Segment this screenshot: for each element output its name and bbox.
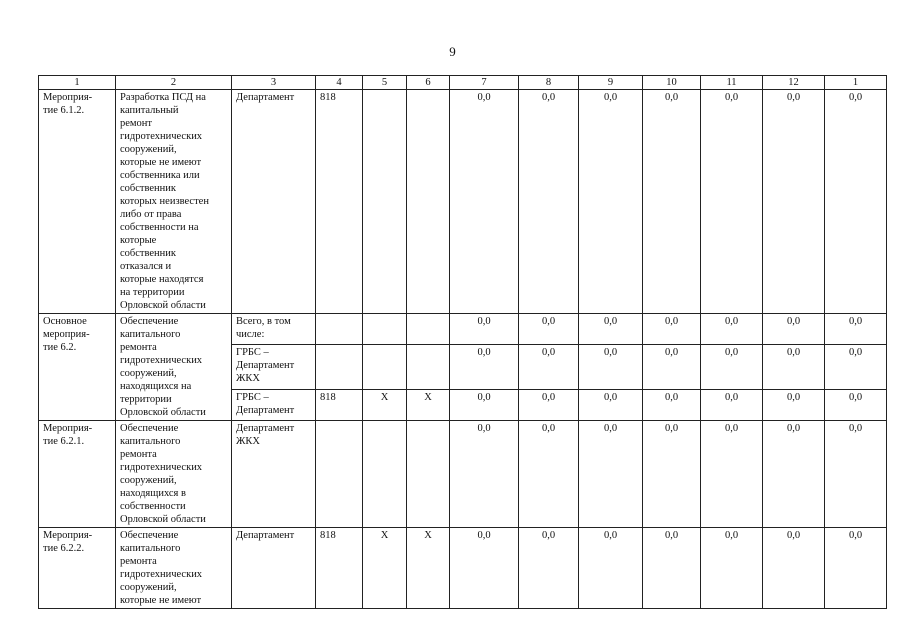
table-header-row — [39, 76, 887, 90]
value-cell: 0,0 — [825, 421, 887, 528]
page-number: 9 — [449, 44, 456, 59]
col5-cell — [363, 345, 407, 390]
measure-description: Обеспечение капитального ремонта гидротехнических сооружений, находящихся на территории Орловской области — [116, 314, 232, 421]
value-cell: 0,0 — [825, 90, 887, 314]
value-cell: 0,0 — [643, 421, 701, 528]
value-cell: 0,0 — [519, 389, 579, 420]
value-cell: 0,0 — [701, 90, 763, 314]
value-cell: 0,0 — [450, 90, 519, 314]
value-cell: 0,0 — [519, 314, 579, 345]
column-header: 1 — [39, 76, 116, 90]
value-cell: 0,0 — [701, 528, 763, 609]
measure-code: Мероприя- тие 6.1.2. — [39, 90, 116, 314]
col5-cell — [363, 314, 407, 345]
value-cell: 0,0 — [450, 314, 519, 345]
measure-description: Обеспечение капитального ремонта гидротехнических сооружений, находящихся в собственности Орловской области — [116, 421, 232, 528]
value-cell: 0,0 — [763, 421, 825, 528]
executor: Департамент — [232, 528, 316, 609]
column-header: 12 — [763, 76, 825, 90]
value-cell: 0,0 — [519, 528, 579, 609]
executor: Всего, в том числе: — [232, 314, 316, 345]
table-row — [39, 421, 887, 528]
column-header: 8 — [519, 76, 579, 90]
measure-code: Основное мероприя- тие 6.2. — [39, 314, 116, 421]
value-cell: 0,0 — [450, 345, 519, 390]
col6-cell — [407, 421, 450, 528]
executor: ГРБС – Департамент — [232, 389, 316, 420]
column-header: 6 — [407, 76, 450, 90]
measure-code: Мероприя- тие 6.2.2. — [39, 528, 116, 609]
budget-table — [38, 75, 887, 609]
value-cell: 0,0 — [763, 528, 825, 609]
value-cell: 0,0 — [701, 421, 763, 528]
column-header: 1 — [825, 76, 887, 90]
table-row — [39, 314, 887, 345]
value-cell: 0,0 — [579, 314, 643, 345]
column-header: 9 — [579, 76, 643, 90]
column-header: 10 — [643, 76, 701, 90]
value-cell: 0,0 — [701, 314, 763, 345]
value-cell: 0,0 — [519, 421, 579, 528]
value-cell: 0,0 — [450, 421, 519, 528]
value-cell: 0,0 — [825, 314, 887, 345]
executor: Департамент ЖКХ — [232, 421, 316, 528]
value-cell: 0,0 — [763, 345, 825, 390]
col5-cell: Х — [363, 389, 407, 420]
value-cell: 0,0 — [825, 345, 887, 390]
col6-cell — [407, 90, 450, 314]
value-cell: 0,0 — [763, 314, 825, 345]
measure-code: Мероприя- тие 6.2.1. — [39, 421, 116, 528]
column-header: 2 — [116, 76, 232, 90]
value-cell: 0,0 — [519, 345, 579, 390]
column-header: 5 — [363, 76, 407, 90]
grbs-code: 818 — [316, 528, 363, 609]
value-cell: 0,0 — [763, 389, 825, 420]
value-cell: 0,0 — [579, 90, 643, 314]
value-cell: 0,0 — [450, 528, 519, 609]
measure-description: Разработка ПСД на капитальный ремонт гидротехнических сооружений, которые не имеют собственника или собственник которых неизвестен либо от права собственности на которые собственник отказался и которые находятся на территории Орловской области — [116, 90, 232, 314]
col5-cell — [363, 90, 407, 314]
value-cell: 0,0 — [519, 90, 579, 314]
value-cell: 0,0 — [825, 389, 887, 420]
grbs-code: 818 — [316, 90, 363, 314]
column-header: 7 — [450, 76, 519, 90]
value-cell: 0,0 — [825, 528, 887, 609]
value-cell: 0,0 — [579, 389, 643, 420]
table-row — [39, 528, 887, 609]
col6-cell — [407, 314, 450, 345]
col6-cell — [407, 345, 450, 390]
col6-cell: Х — [407, 528, 450, 609]
value-cell: 0,0 — [643, 90, 701, 314]
value-cell: 0,0 — [579, 421, 643, 528]
value-cell: 0,0 — [579, 345, 643, 390]
value-cell: 0,0 — [643, 389, 701, 420]
value-cell: 0,0 — [643, 528, 701, 609]
col5-cell — [363, 421, 407, 528]
column-header: 3 — [232, 76, 316, 90]
value-cell: 0,0 — [701, 345, 763, 390]
grbs-code: 818 — [316, 389, 363, 420]
measure-description: Обеспечение капитального ремонта гидротехнических сооружений, которые не имеют — [116, 528, 232, 609]
col5-cell: Х — [363, 528, 407, 609]
col6-cell: Х — [407, 389, 450, 420]
column-header: 11 — [701, 76, 763, 90]
value-cell: 0,0 — [763, 90, 825, 314]
value-cell: 0,0 — [579, 528, 643, 609]
value-cell: 0,0 — [643, 345, 701, 390]
executor: ГРБС – Департамент ЖКХ — [232, 345, 316, 390]
value-cell: 0,0 — [643, 314, 701, 345]
grbs-code — [316, 345, 363, 390]
value-cell: 0,0 — [701, 389, 763, 420]
table-row — [39, 90, 887, 314]
grbs-code — [316, 314, 363, 345]
value-cell: 0,0 — [450, 389, 519, 420]
grbs-code — [316, 421, 363, 528]
column-header: 4 — [316, 76, 363, 90]
executor: Департамент — [232, 90, 316, 314]
